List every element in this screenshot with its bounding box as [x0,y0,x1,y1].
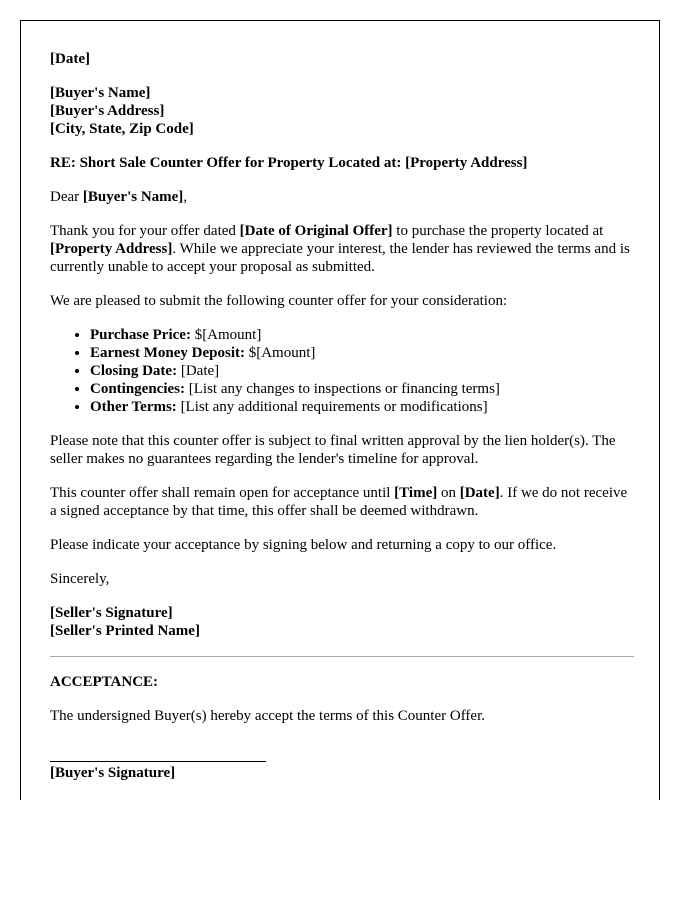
letter-page [20,20,660,800]
deadline-time: [Time] [394,485,438,501]
salutation [50,188,634,206]
term-value: [List any changes to inspections or financing terms] [185,381,500,397]
buyer-address-block [50,84,634,138]
term-item [90,326,634,344]
paragraph-offer-deadline [50,484,634,520]
term-value: [Date] [177,363,220,379]
paragraph-lender-approval: Please note that this counter offer is subject to final written approval by the lien holder(s). The seller makes no guarantees regarding the lender's timeline for approval. [50,433,616,467]
seller-signature: [Seller's Signature] [50,605,173,621]
seller-signature-block [50,604,634,640]
para1-text-2: to purchase the property located at [392,223,604,239]
salutation-suffix: , [183,189,188,205]
salutation-prefix: Dear [50,189,83,205]
term-label: Other Terms: [90,399,177,415]
term-label: Purchase Price: [90,327,191,343]
salutation-name: [Buyer's Name] [82,189,184,205]
paragraph-offer-response [50,222,634,276]
para1-text-3: . While we appreciate your interest, the lender has reviewed the terms and is currently unable to accept your proposal as submitted. [50,241,630,275]
term-label: Earnest Money Deposit: [90,345,245,361]
acceptance-text: The undersigned Buyer(s) hereby accept the terms of this Counter Offer. [50,708,485,724]
term-label: Contingencies: [90,381,185,397]
term-value: $[Amount] [244,345,316,361]
buyer-signature-label: [Buyer's Signature] [50,765,176,781]
buyer-address: [Buyer's Address] [50,103,165,119]
counter-offer-terms-list [50,326,634,416]
date-of-original-offer: [Date of Original Offer] [239,223,393,239]
buyer-name: [Buyer's Name] [50,85,151,101]
buyer-signature-line [50,737,266,762]
term-value: $[Amount] [190,327,262,343]
closing: Sincerely, [50,571,110,587]
deadline-text-1: This counter offer shall remain open for acceptance until [50,485,395,501]
term-item [90,362,634,380]
section-divider [50,656,634,657]
deadline-text-2: on [437,485,460,501]
letter-date: [Date] [50,51,90,67]
re-line: RE: Short Sale Counter Offer for Property Located at: [Property Address] [50,155,528,171]
paragraph-indicate-acceptance: Please indicate your acceptance by signing below and returning a copy to our office. [50,537,557,553]
term-value: [List any additional requirements or modifications] [176,399,488,415]
acceptance-heading: ACCEPTANCE: [50,674,159,690]
buyer-city-state-zip: [City, State, Zip Code] [50,121,194,137]
term-label: Closing Date: [90,363,178,379]
term-item [90,344,634,362]
term-item [90,380,634,398]
term-item [90,398,634,416]
letter-content [50,50,634,782]
deadline-text-3: . If we do not receive a signed acceptance by that time, this offer shall be deemed withdrawn. [50,485,628,519]
seller-printed-name: [Seller's Printed Name] [50,623,200,639]
terms-intro: We are pleased to submit the following counter offer for your consideration: [50,293,508,309]
para1-text-1: Thank you for your offer dated [50,223,240,239]
deadline-date: [Date] [459,485,500,501]
property-address: [Property Address] [50,241,173,257]
